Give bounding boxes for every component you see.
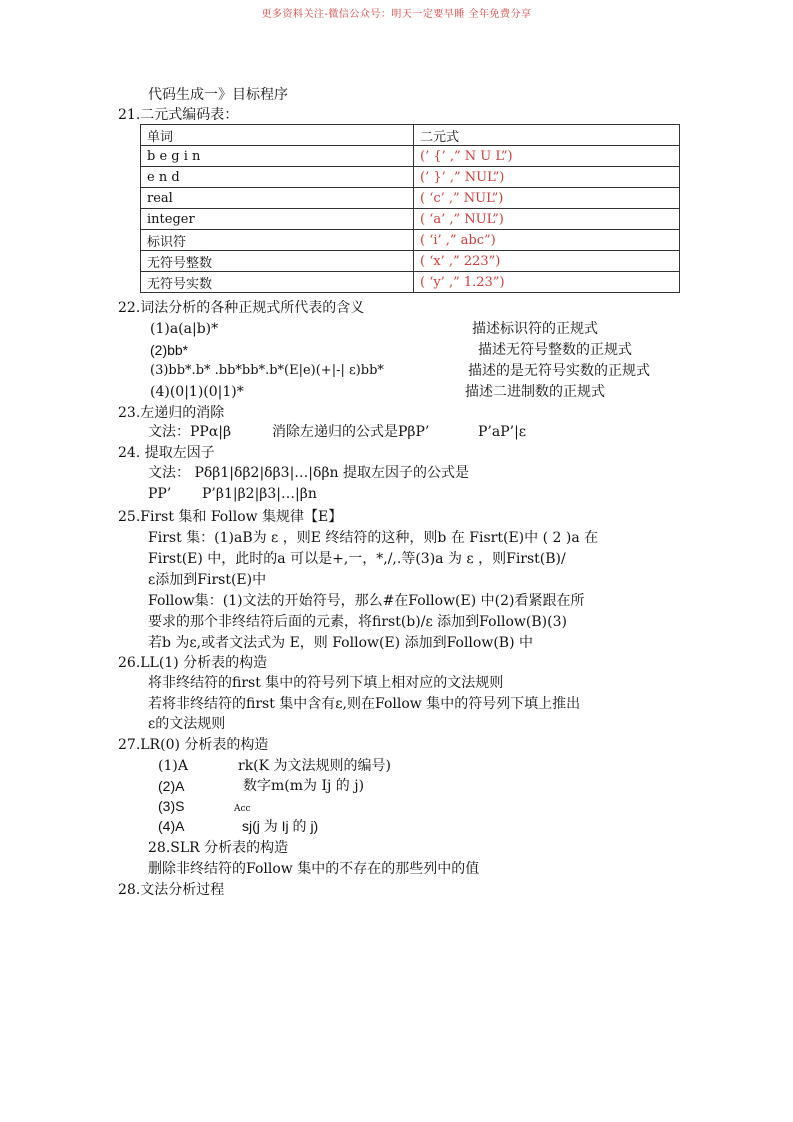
- section-22-title: 22.词法分析的各种正规式所代表的含义: [118, 300, 365, 316]
- table-cell-word: 无符号实数: [141, 272, 414, 293]
- lr0-rule-action: Acc: [234, 804, 251, 814]
- left-factor-grammar: 文法： Pδβ1|δβ2|δβ3|…|δβn 提取左因子的公式是: [148, 465, 470, 481]
- table-row: [141, 230, 680, 251]
- regex-expression: (1)a(a|b)*: [150, 321, 219, 337]
- header-banner: 更多资料关注-微信公众号：明天一定要早睡 全年免费分享: [261, 9, 532, 20]
- table-cell-word: real: [141, 188, 414, 209]
- table-cell-word: 标识符: [141, 230, 414, 251]
- regex-expression: (4)(0|1)(0|1)*: [150, 384, 244, 400]
- table-header-row: [141, 125, 680, 146]
- table-row: [141, 167, 680, 188]
- left-factor-formula: PP’: [148, 486, 172, 502]
- table-cell-code: ( ‘y’ ,” 1.23”): [414, 272, 680, 293]
- regex-expression: (2)bb*: [150, 342, 189, 358]
- regex-description: 描述标识符的正规式: [472, 321, 598, 337]
- table-row: [141, 146, 680, 167]
- lr0-rule-action: rk(K 为文法规则的编号): [238, 758, 392, 774]
- table-header-cell: 单词: [141, 125, 414, 146]
- table-row: [141, 251, 680, 272]
- lr0-rule-label: (4)A: [158, 818, 185, 834]
- regex-description: 描述的是无符号实数的正规式: [468, 363, 650, 379]
- table-cell-code: (’ {’ ,” N U L”): [414, 146, 680, 167]
- section-27-title: 27.LR(0) 分析表的构造: [118, 737, 269, 753]
- section-26-title: 26.LL(1) 分析表的构造: [118, 655, 268, 671]
- left-factor-formula-2: P’β1|β2|β3|…|βn: [202, 486, 317, 502]
- section-28-slr-title: 28.SLR 分析表的构造: [148, 840, 289, 856]
- left-recursion-grammar: 文法：PPα|β: [148, 424, 232, 440]
- lr0-rule-action: 数字m(m为 Ij 的 j): [243, 778, 365, 794]
- lr0-rule-label: (2)A: [158, 778, 185, 794]
- table-header-cell: 二元式: [414, 125, 680, 146]
- table-cell-code: ( ‘c’ ,” NUL”): [414, 188, 680, 209]
- table-cell-code: ( ‘x’ ,” 223”): [414, 251, 680, 272]
- table-cell-word: integer: [141, 209, 414, 230]
- section-21-title: 21.二元式编码表：: [118, 107, 239, 123]
- first-follow-text: 要求的那个非终结符后面的元素，将first(b)/ε 添加到Follow(B)(3): [148, 614, 567, 630]
- ll1-text: ε的文法规则: [148, 716, 226, 732]
- lr0-rule-action: sj(j 为 Ij 的 j): [242, 818, 319, 834]
- section-23-title: 23.左递归的消除: [118, 405, 225, 421]
- regex-description: 描述二进制数的正规式: [465, 384, 605, 400]
- first-follow-text: Follow集：(1)文法的开始符号，那么#在Follow(E) 中(2)看紧跟在所: [148, 593, 585, 609]
- regex-description: 描述无符号整数的正规式: [478, 342, 632, 358]
- ll1-text: 若将非终结符的first 集中含有ε,则在Follow 集中的符号列下填上推出: [148, 696, 581, 712]
- first-follow-text: ε添加到First(E)中: [148, 572, 267, 588]
- section-28-parse-title: 28.文法分析过程: [118, 882, 225, 898]
- slr-text: 删除非终结符的Follow 集中的不存在的那些列中的值: [148, 861, 480, 877]
- regex-expression: (3)bb*.b* .bb*bb*.b*(E|e)(+|-| ε)bb*: [150, 363, 384, 378]
- lr0-rule-label: (3)S: [158, 798, 185, 814]
- section-24-title: 24. 提取左因子: [118, 445, 215, 461]
- table-cell-code: ( ‘i’ ,” abc”): [414, 230, 680, 251]
- table-row: [141, 209, 680, 230]
- table-cell-code: ( ‘a’ ,” NUL”): [414, 209, 680, 230]
- table-cell-code: (’ }’ ,” NUL”): [414, 167, 680, 188]
- table-row: [141, 272, 680, 293]
- table-row: [141, 188, 680, 209]
- intro-line: 代码生成一》目标程序: [148, 87, 288, 103]
- left-recursion-formula-2: P’aP’|ε: [478, 424, 527, 440]
- table-cell-word: b e g i n: [141, 146, 414, 167]
- lr0-rule-label: (1)A: [158, 758, 188, 774]
- binary-code-table: [140, 124, 680, 293]
- table-cell-word: e n d: [141, 167, 414, 188]
- left-recursion-formula: 消除左递归的公式是PβP’: [272, 424, 430, 440]
- table-cell-word: 无符号整数: [141, 251, 414, 272]
- first-follow-text: First 集：(1)aB为 ε ，则E 终结符的这种，则b 在 Fisrt(E)中 ( 2 )a 在: [148, 530, 599, 546]
- first-follow-text: 若b 为ε,或者文法式为 E，则 Follow(E) 添加到Follow(B) 中: [148, 635, 533, 651]
- first-follow-text: First(E) 中，此时的a 可以是+,一，*,/,.等(3)a 为 ε ，则First(B)/: [148, 551, 566, 567]
- ll1-text: 将非终结符的first 集中的符号列下填上相对应的文法规则: [148, 675, 504, 691]
- section-25-title: 25.First 集和 Follow 集规律【E】: [118, 509, 343, 525]
